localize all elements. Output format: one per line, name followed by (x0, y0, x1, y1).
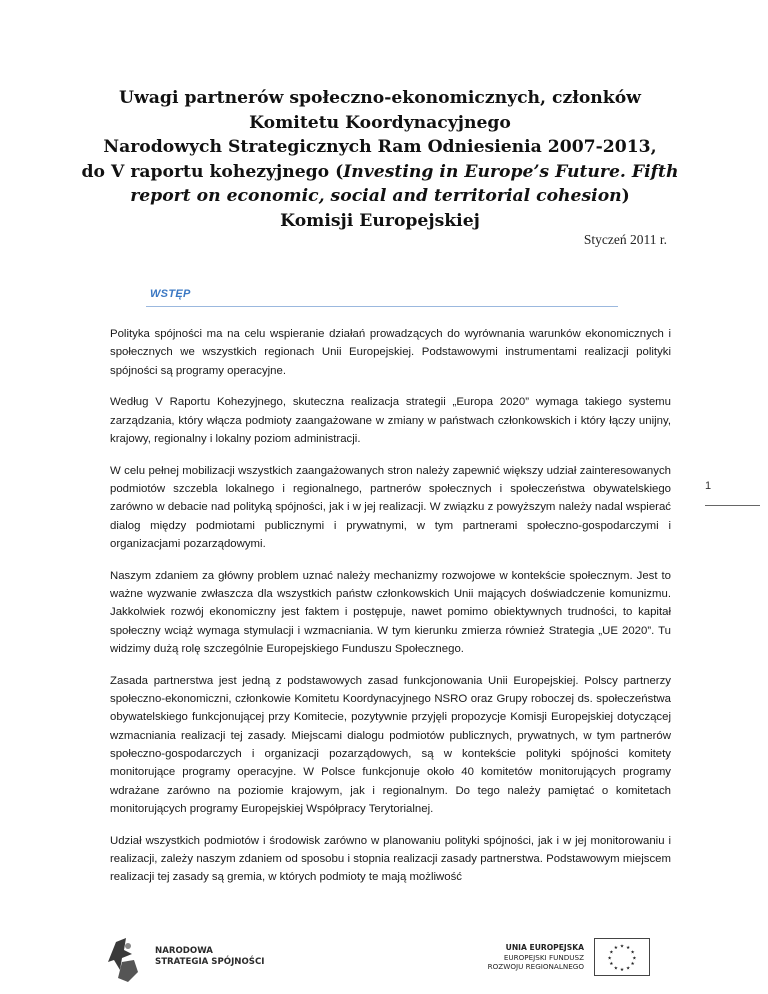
title-line-5-post: ) (621, 186, 630, 207)
svg-text:★: ★ (619, 968, 625, 974)
svg-text:★: ★ (630, 962, 635, 968)
eu-flag-icon (594, 938, 650, 976)
svg-text:★: ★ (632, 956, 637, 962)
svg-text:★: ★ (613, 966, 618, 972)
title-line-2: Komitetu Koordynacyjnego (249, 112, 511, 133)
paragraph: Zasada partnerstwa jest jedną z podstawowych zasad funkcjonowania Unii Europejskiej. Polscy partnerzy społeczno-ekonomiczni, członkowie Komitetu Koordynacyjnego NSRO oraz Grupy roboczej ds. społeczeństwa obywatelskiego funkcjonującej przy Komitecie, pozytywnie przyjęli propozycje Komisji Europejskiej dotyczącej wzmacniania realizacji tej zasady. Miejscami dialogu podmiotów publicznych, prywatnych, w tym partnerów społeczno-gospodarczych i organizacji pozarządowych, są w kontekście polityki spójności komitety monitorujące programy operacyjne. W Polsce funkcjonuje około 40 komitetów monitorujących programy wdrażane zarówno na poziomie krajowym, jak i regionalnym. Do tego należy pamiętać o komitetach monitorujących programy Europejskiej Współpracy Terytorialnej. (110, 674, 671, 815)
body-text (110, 325, 671, 900)
paragraph: Polityka spójności ma na celu wspieranie działań prowadzących do wyrównania warunków ekonomicznych i społecznych we wszystkich regionach Unii Europejskiej. Podstawowymi instrumentami realizacji polityki spójności są programy operacyjne. (110, 328, 671, 377)
title-line-5 (70, 184, 690, 209)
paragraph: Udział wszystkich podmiotów i środowisk zarówno w planowaniu polityki spójności, jak i w jej monitorowaniu i realizacji, zależy naszym zdaniem od sposobu i stopnia realizacji zasady partnerstwa. Podstawowym miejscem realizacji tej zasady są gremia, w których podmioty te mają możliwość (110, 834, 671, 884)
paragraph: Według V Raportu Kohezyjnego, skuteczna realizacja strategii „Europa 2020” wymaga takiego systemu zarządzania, który włącza podmioty zaangażowane w zmiany w państwach członkowskich i który łączy unijny, krajowy, regionalny i lokalny poziom administracji. (110, 396, 671, 445)
eu-name: UNIA EUROPEJSKA (505, 943, 584, 952)
document-title (70, 86, 690, 234)
title-line-4-italic: Investing in Europe’s Future. Fifth (343, 161, 679, 182)
svg-text:★: ★ (609, 962, 614, 968)
title-line-5-italic: report on economic, social and territorial cohesion (130, 186, 622, 207)
svg-text:★: ★ (613, 946, 618, 952)
title-line-4-pre: do V raportu kohezyjnego ( (81, 161, 344, 182)
paragraph: Naszym zdaniem za główny problem uznać należy mechanizmy rozwojowe w kontekście społecznym. Jest to ważne wyzwanie zwłaszcza dla wszystkich państw członkowskich Unii mających doświadczenie komunizmu. Jakkolwiek rozwój ekonomiczny jest faktem i postępuje, nawet pomimo obiektywnych trudności, to kapitał społeczny wciąż wymaga stymulacji i wzmacniania. W tym kierunku zmierza również Strategia „UE 2020”. Tu widzimy dużą rolę szczególnie Europejskiego Funduszu Społecznego. (110, 569, 671, 655)
svg-text:★: ★ (630, 950, 635, 956)
eu-fund-line-1: EUROPEJSKI FUNDUSZ (503, 952, 584, 962)
page-number: 1 (705, 480, 712, 492)
nss-line-2: STRATEGIA SPÓJNOŚCI (155, 956, 265, 967)
page-number-rule (705, 505, 760, 506)
nss-line-1: NARODOWA (155, 946, 213, 956)
svg-text:★: ★ (626, 966, 631, 972)
nss-logo-text (155, 946, 264, 967)
section-heading: WSTĘP (150, 288, 191, 300)
svg-text:★: ★ (626, 946, 631, 952)
title-line-6: Komisji Europejskiej (280, 210, 480, 231)
title-line-3: Narodowych Strategicznych Ram Odniesienia 2007-2013, (103, 137, 657, 158)
svg-text:★: ★ (607, 956, 612, 962)
document-date: Styczeń 2011 r. (583, 232, 667, 247)
svg-text:★: ★ (609, 950, 614, 956)
eu-fund-line-2: ROZWOJU REGIONALNEGO (487, 962, 584, 971)
svg-text:★: ★ (619, 944, 625, 950)
eu-logo-text (484, 943, 584, 972)
paragraph: W celu pełnej mobilizacji wszystkich zaangażowanych stron należy zapewnić większy udział zainteresowanych podmiotów szczebla lokalnego i regionalnego, partnerów społecznych i społeczeństwa obywatelskiego zarówno w debacie nad polityką spójności, jak i w jej realizacji. W związku z powyższym należy nadal wspierać dialog między podmiotami publicznymi i prywatnymi, w tym partnerami społeczno-gospodarczymi i organizacjami pozarządowymi. (110, 464, 671, 550)
section-divider (146, 306, 618, 307)
title-line-1: Uwagi partnerów społeczno-ekonomicznych, członków (119, 88, 641, 108)
title-line-4 (70, 160, 690, 185)
